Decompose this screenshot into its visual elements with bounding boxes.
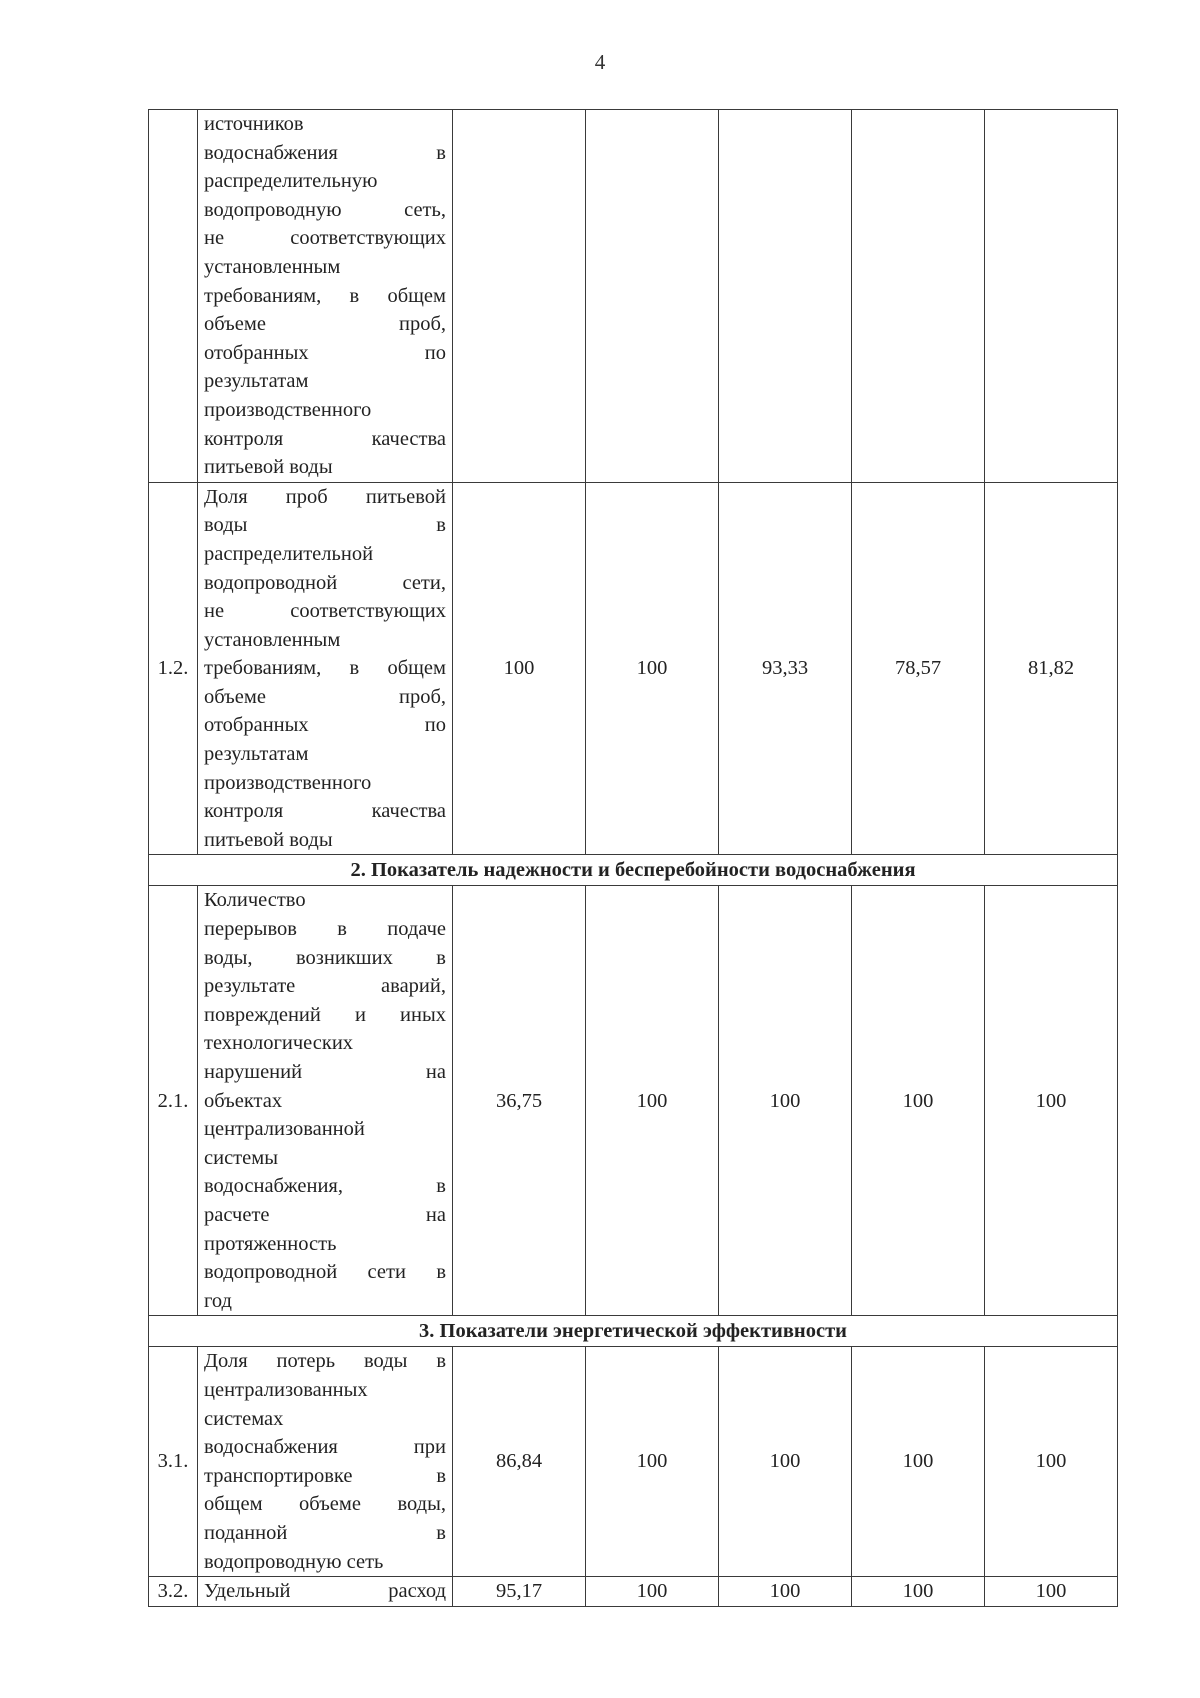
description-line: установленным [204,628,341,651]
description-line: водоснабжения, в [204,1175,446,1198]
row-number: 1.2. [149,482,198,855]
value-cell-year-5: 100 [985,1347,1118,1577]
value-cell-year-2: 100 [586,1347,719,1577]
description-line: отобранных по [204,341,446,364]
value-cell-year-4: 100 [852,886,985,1316]
description-line: водопроводную сеть [204,1550,384,1573]
description-line: требованиям, в общем [204,657,446,680]
section-title: 2. Показатель надежности и бесперебойности водоснабжения [149,855,1118,886]
description-line: Количество [204,889,306,912]
description-line: системах [204,1407,284,1430]
value-cell-year-4: 78,57 [852,482,985,855]
value-cell-year-1: 86,84 [453,1347,586,1577]
row-number: 2.1. [149,886,198,1316]
value-cell-year-3: 100 [719,1347,852,1577]
value-cell-year-4: 100 [852,1347,985,1577]
description-line: Доля потерь воды в [204,1350,446,1373]
description-line: объеме проб, [204,313,446,336]
row-number [149,110,198,483]
value-cell-year-1: 36,75 [453,886,586,1316]
section-title: 3. Показатели энергетической эффективности [149,1316,1118,1347]
value-cell-year-1 [453,110,586,483]
indicator-description [198,482,453,855]
value-cell-year-2: 100 [586,886,719,1316]
description-line: установленным [204,255,341,278]
row-number: 3.1. [149,1347,198,1577]
description-line: нарушений на [204,1061,446,1083]
description-line: производственного [204,771,372,794]
value-cell-year-5: 81,82 [985,482,1118,855]
description-line: протяженность [204,1232,337,1255]
description-line: общем объеме воды, [204,1493,446,1516]
description-line: результатам [204,743,309,766]
table-row [149,110,1118,483]
indicators-table [148,109,1118,1607]
value-cell-year-5 [985,110,1118,483]
description-line: год [204,1289,232,1312]
indicator-description [198,110,453,483]
value-cell-year-3: 100 [719,1577,852,1607]
description-line: водопроводную сеть, [204,198,446,221]
description-line: контроля качества [204,800,446,823]
description-line: расчете на [204,1203,446,1226]
description-line: системы [204,1146,278,1169]
description-line: Доля проб питьевой [204,485,446,508]
description-line: водопроводной сети, [204,571,446,594]
value-cell-year-4 [852,110,985,483]
description-line: повреждений и иных [204,1003,446,1026]
description-line: результатам [204,370,309,393]
value-cell-year-3 [719,110,852,483]
description-line: не соответствующих [204,227,446,250]
description-line: водопроводной сети в [204,1261,446,1284]
description-line: не соответствующих [204,600,446,623]
value-cell-year-5: 100 [985,886,1118,1316]
value-cell-year-3: 100 [719,886,852,1316]
row-number: 3.2. [149,1577,198,1607]
description-line: результате аварий, [204,975,446,998]
value-cell-year-2: 100 [586,482,719,855]
description-line: поданной в [204,1521,446,1544]
table-row [149,1347,1118,1577]
description-line: источников [204,113,304,135]
description-line: требованиям, в общем [204,284,446,307]
table-row [149,1577,1118,1607]
section-header-row [149,1316,1118,1347]
value-cell-year-1: 100 [453,482,586,855]
description-line: контроля качества [204,427,446,450]
description-line: технологических [204,1032,354,1055]
value-cell-year-2: 100 [586,1577,719,1607]
description-line: Удельный расход [204,1580,446,1603]
value-cell-year-1: 95,17 [453,1577,586,1607]
description-line: производственного [204,398,372,421]
description-line: централизованной [204,1118,365,1141]
value-cell-year-5: 100 [985,1577,1118,1607]
description-line: водоснабжения в [204,141,446,164]
indicator-description [198,1347,453,1577]
description-line: воды, возникших в [204,946,446,969]
table-row [149,482,1118,855]
description-line: объеме проб, [204,685,446,708]
description-line: воды в [204,514,446,537]
description-line: водоснабжения при [204,1436,446,1459]
description-line: транспортировке в [204,1464,446,1487]
description-line: отобранных по [204,714,446,737]
page-number: 4 [594,50,606,74]
description-line: объектах [204,1089,283,1112]
indicator-description [198,886,453,1316]
description-line: распределительную [204,170,378,193]
section-header-row [149,855,1118,886]
description-line: централизованных [204,1378,368,1401]
indicator-description [198,1577,453,1607]
value-cell-year-2 [586,110,719,483]
value-cell-year-4: 100 [852,1577,985,1607]
description-line: распределительной [204,542,374,565]
value-cell-year-3: 93,33 [719,482,852,855]
description-line: питьевой воды [204,456,333,479]
description-line: перерывов в подаче [204,918,446,941]
table-row [149,886,1118,1316]
description-line: питьевой воды [204,828,333,851]
